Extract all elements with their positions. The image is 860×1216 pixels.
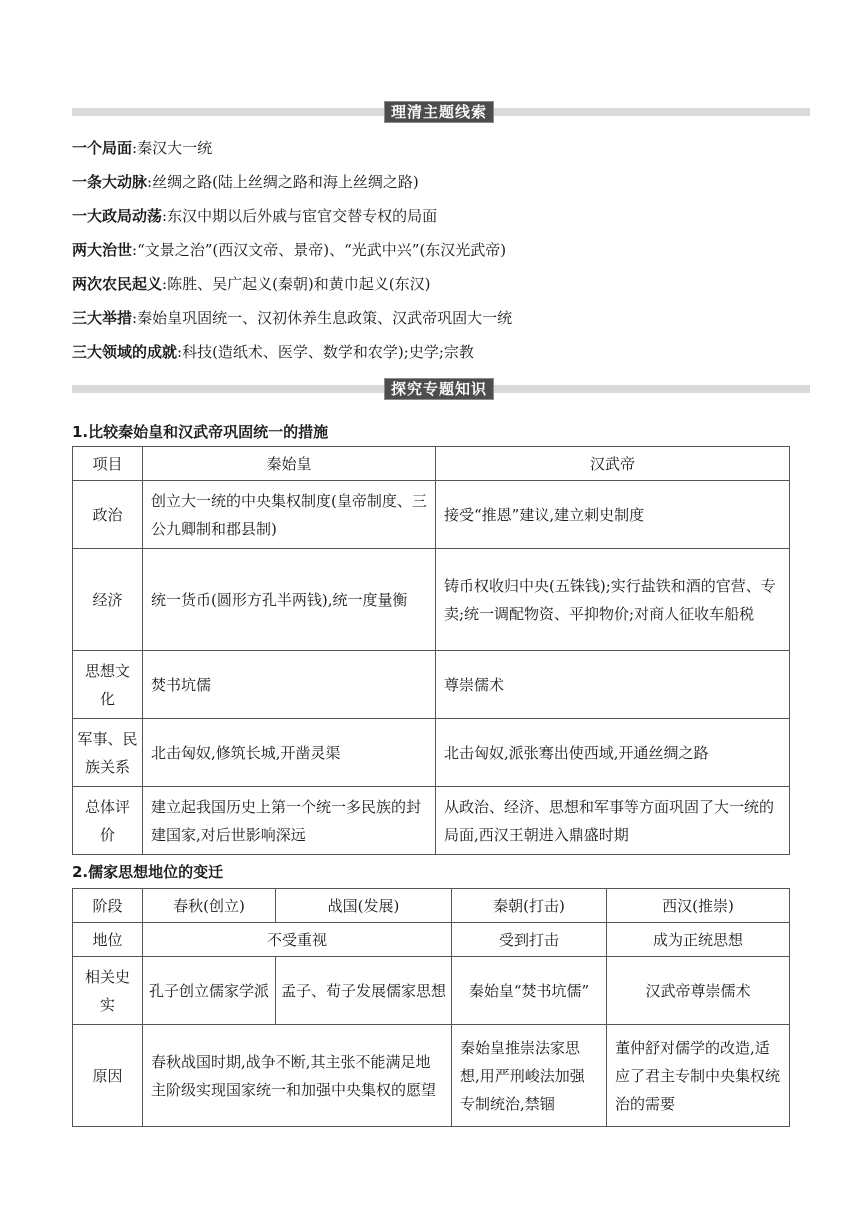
han-cell: 铸币权收归中央(五铢钱);实行盐铁和酒的官营、专卖;统一调配物资、平抑物价;对商人征收车船税 <box>436 549 790 651</box>
theme-text: :东汉中期以后外戚与宦官交替专权的局面 <box>162 207 438 225</box>
theme-line <box>72 342 810 362</box>
row-label: 总体评价 <box>73 787 143 855</box>
row-label: 政治 <box>73 481 143 549</box>
header-cell: 汉武帝 <box>436 447 790 481</box>
table-header-row <box>73 447 790 481</box>
qin-cell: 创立大一统的中央集权制度(皇帝制度、三公九卿制和郡县制) <box>143 481 436 549</box>
status-cell: 受到打击 <box>452 923 607 957</box>
theme-label: 三大举措 <box>72 309 133 327</box>
theme-line <box>72 138 810 158</box>
reason-cell: 董仲舒对儒学的改造,适应了君主专制中央集权统治的需要 <box>607 1025 790 1127</box>
theme-text: :陈胜、吴广起义(秦朝)和黄巾起义(东汉) <box>162 275 431 293</box>
table-row <box>73 923 790 957</box>
qin-cell: 建立起我国历史上第一个统一多民族的封建国家,对后世影响深远 <box>143 787 436 855</box>
han-cell: 接受“推恩”建议,建立刺史制度 <box>436 481 790 549</box>
fact-cell: 汉武帝尊崇儒术 <box>607 957 790 1025</box>
header-cell: 项目 <box>73 447 143 481</box>
theme-line <box>72 172 810 192</box>
theme-label: 两大治世 <box>72 241 133 259</box>
fact-cell: 秦始皇“焚书坑儒” <box>452 957 607 1025</box>
table-row <box>73 787 790 855</box>
status-cell: 成为正统思想 <box>607 923 790 957</box>
section-banner-knowledge <box>72 382 810 396</box>
theme-text: :丝绸之路(陆上丝绸之路和海上丝绸之路) <box>147 173 419 191</box>
header-cell: 阶段 <box>73 889 143 923</box>
header-cell: 战国(发展) <box>276 889 452 923</box>
table-header-row <box>73 889 790 923</box>
qin-cell: 统一货币(圆形方孔半两钱),统一度量衡 <box>143 549 436 651</box>
row-label: 相关史实 <box>73 957 143 1025</box>
theme-text: :科技(造纸术、医学、数学和农学);史学;宗教 <box>177 343 474 361</box>
theme-label: 一大政局动荡 <box>72 207 163 225</box>
row-label: 思想文化 <box>73 651 143 719</box>
theme-text: :秦始皇巩固统一、汉初休养生息政策、汉武帝巩固大一统 <box>132 309 513 327</box>
han-cell: 从政治、经济、思想和军事等方面巩固了大一统的局面,西汉王朝进入鼎盛时期 <box>436 787 790 855</box>
header-cell: 秦始皇 <box>143 447 436 481</box>
reason-cell: 秦始皇推崇法家思想,用严刑峻法加强专制统治,禁锢 <box>452 1025 607 1127</box>
table-row <box>73 957 790 1025</box>
header-cell: 春秋(创立) <box>143 889 276 923</box>
confucianism-table <box>72 888 790 1127</box>
theme-label: 一个局面 <box>72 139 133 157</box>
theme-label: 一条大动脉 <box>72 173 148 191</box>
table-row <box>73 651 790 719</box>
status-cell: 不受重视 <box>143 923 452 957</box>
theme-label: 两次农民起义 <box>72 275 163 293</box>
row-label: 地位 <box>73 923 143 957</box>
banner-label: 理清主题线索 <box>384 101 494 123</box>
fact-cell: 孟子、荀子发展儒家思想 <box>276 957 452 1025</box>
section-banner-themes <box>72 105 810 119</box>
banner-label: 探究专题知识 <box>384 378 494 400</box>
table2-title: 2.儒家思想地位的变迁 <box>72 863 224 881</box>
qin-cell: 北击匈奴,修筑长城,开凿灵渠 <box>143 719 436 787</box>
reason-cell: 春秋战国时期,战争不断,其主张不能满足地主阶级实现国家统一和加强中央集权的愿望 <box>143 1025 452 1127</box>
table-row <box>73 481 790 549</box>
row-label: 军事、民族关系 <box>73 719 143 787</box>
theme-line <box>72 206 810 226</box>
theme-line <box>72 240 810 260</box>
table-row <box>73 1025 790 1127</box>
theme-line <box>72 308 810 328</box>
comparison-table <box>72 446 790 855</box>
table-row <box>73 719 790 787</box>
fact-cell: 孔子创立儒家学派 <box>143 957 276 1025</box>
header-cell: 西汉(推崇) <box>607 889 790 923</box>
han-cell: 北击匈奴,派张骞出使西域,开通丝绸之路 <box>436 719 790 787</box>
qin-cell: 焚书坑儒 <box>143 651 436 719</box>
theme-text: :秦汉大一统 <box>132 139 213 157</box>
theme-line <box>72 274 810 294</box>
theme-text: :“文景之治”(西汉文帝、景帝)、“光武中兴”(东汉光武帝) <box>132 241 507 259</box>
theme-label: 三大领域的成就 <box>72 343 178 361</box>
row-label: 经济 <box>73 549 143 651</box>
han-cell: 尊崇儒术 <box>436 651 790 719</box>
header-cell: 秦朝(打击) <box>452 889 607 923</box>
table1-title: 1.比较秦始皇和汉武帝巩固统一的措施 <box>72 423 329 441</box>
table-row <box>73 549 790 651</box>
row-label: 原因 <box>73 1025 143 1127</box>
